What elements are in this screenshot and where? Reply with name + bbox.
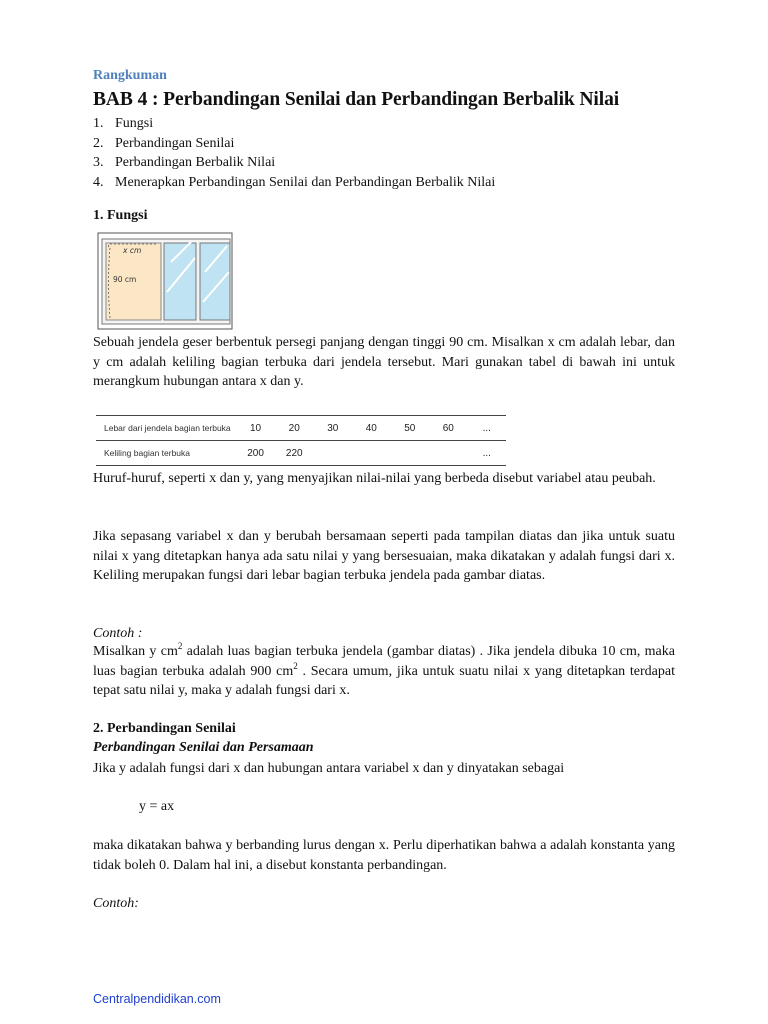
table-row-label: Keliling bagian terbuka [96, 441, 236, 466]
table-cell: 20 [275, 416, 314, 441]
table-of-contents [93, 114, 495, 192]
paragraph: Sebuah jendela geser berbentuk persegi panjang dengan tinggi 90 cm. Misalkan x cm adalah lebar, dan y cm adalah keliling bagian terbuka dari jendela tersebut. Mari gunakan tabel di bawah ini untuk merangkum hubungan antara x dan y. [93, 335, 675, 389]
table-row [96, 416, 506, 441]
table-cell [429, 441, 467, 466]
figure-label-width: x cm [123, 246, 142, 255]
section-2-subtitle: Perbandingan Senilai dan Persamaan [93, 740, 314, 755]
values-table [96, 415, 506, 466]
table-cell: 40 [352, 416, 390, 441]
glass-panel [164, 243, 196, 320]
table-cell: 10 [236, 416, 275, 441]
section-2-title: 2. Perbandingan Senilai [93, 721, 236, 736]
table-cell: ... [468, 416, 506, 441]
chapter-title: BAB 4 : Perbandingan Senilai dan Perbandingan Berbalik Nilai [93, 89, 620, 110]
footer-site-link[interactable]: Centralpendidikan.com [93, 992, 221, 1006]
table-cell [391, 441, 429, 466]
toc-item: 4. Menerapkan Perbandingan Senilai dan Perbandingan Berbalik Nilai [93, 174, 496, 190]
paragraph: Huruf-huruf, seperti x dan y, yang menyajikan nilai-nilai yang berbeda disebut variabel atau peubah. [93, 471, 656, 486]
example-label: Contoh : [93, 626, 143, 641]
table-cell: 220 [275, 441, 314, 466]
toc-item: 3. Perbandingan Berbalik Nilai [93, 155, 276, 170]
glass-panel [200, 243, 230, 320]
figure-label-height: 90 cm [113, 275, 137, 284]
section-1-title: 1. Fungsi [93, 208, 148, 223]
table-cell [314, 441, 352, 466]
paragraph: Jika y adalah fungsi dari x dan hubungan antara variabel x dan y dinyatakan sebagai [93, 761, 565, 776]
table-cell [352, 441, 390, 466]
table-row [96, 441, 506, 466]
equation: y = ax [139, 799, 175, 814]
example-paragraph: Misalkan y $cm^2$ adalah luas bagian terbuka jendela (gambar diatas) . Jika jendela dibuka 10 cm, maka luas bagian terbuka adalah 900 $cm^2$ . Secara umum, jika untuk suatu nilai x yang ditetapkan terdapat tepat satu nilai y, maka y adalah fungsi dari x. [93, 641, 675, 698]
sliding-window-figure [97, 232, 233, 330]
paragraph: Jika sepasang variabel x dan y berubah bersamaan seperti pada tampilan diatas dan jika untuk suatu nilai x yang ditetapkan hanya ada satu nilai y yang bersesuaian, maka dikatakan y adalah fungsi dari x. Keliling merupakan fungsi dari lebar bagian terbuka jendela pada gambar diatas. [93, 529, 675, 583]
toc-item: 2. Perbandingan Senilai [93, 135, 235, 151]
paragraph: maka dikatakan bahwa y berbanding lurus dengan x. Perlu diperhatikan bahwa a adalah konstanta yang tidak boleh 0. Dalam hal ini, a disebut konstanta perbandingan. [93, 838, 675, 873]
table-cell: ... [468, 441, 506, 466]
table-row-label: Lebar dari jendela bagian terbuka [96, 416, 236, 441]
kicker-heading: Rangkuman [93, 68, 167, 83]
table-cell: 60 [429, 416, 467, 441]
example-label: Contoh: [93, 896, 139, 911]
table-cell: 50 [391, 416, 429, 441]
table-cell: 200 [236, 441, 275, 466]
table-cell: 30 [314, 416, 352, 441]
toc-item: 1. Fungsi [93, 116, 154, 131]
